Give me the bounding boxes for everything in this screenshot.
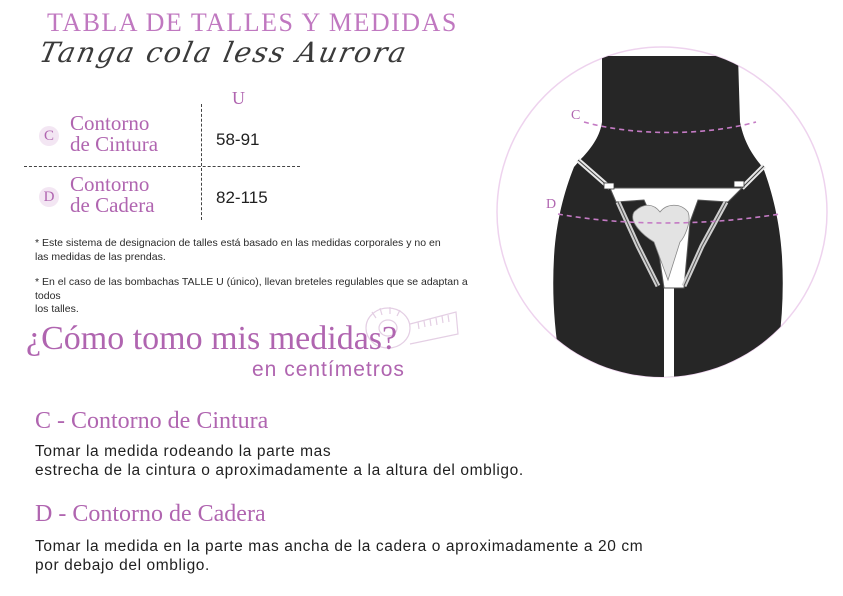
note-line: los talles.: [35, 303, 79, 315]
section-text-line: Tomar la medida rodeando la parte mas: [35, 443, 332, 460]
table-divider-horizontal: [24, 166, 300, 167]
how-to-subtitle: en centímetros: [252, 358, 405, 381]
section-text-line: Tomar la medida en la parte mas ancha de la cadera o aproximadamente a 20 cm: [35, 538, 644, 555]
how-to-title: ¿Cómo tomo mis medidas?: [26, 320, 398, 357]
section-title-cadera: D - Contorno de Cadera: [35, 501, 266, 527]
table-divider-vertical: [201, 168, 202, 220]
row-label-line: Contorno: [70, 111, 150, 135]
page-title: TABLA DE TALLES Y MEDIDAS: [47, 8, 458, 37]
row-label-line: Contorno: [70, 172, 150, 196]
figure-label-d: D: [546, 197, 557, 212]
letter-c-badge: C: [39, 126, 59, 146]
letter-d-badge: D: [39, 187, 59, 207]
section-text-line: por debajo del ombligo.: [35, 557, 210, 574]
figure-label-c: C: [571, 108, 581, 123]
note-line: * En el caso de las bombachas TALLE U (único), llevan breteles regulables que se adaptan a todos: [35, 276, 468, 302]
row-value-cadera: 82-115: [216, 188, 268, 207]
section-text-line: estrecha de la cintura o aproximadamente a la altura del ombligo.: [35, 462, 524, 479]
section-text-cadera: [35, 537, 795, 575]
body-figure: [494, 42, 834, 382]
section-text-cintura: [35, 442, 795, 480]
row-value-cintura: 58-91: [216, 130, 260, 149]
row-label-cintura: [70, 113, 158, 155]
body-illustration: [494, 42, 834, 382]
row-label-line: de Cadera: [70, 193, 155, 217]
product-subtitle: Tanga cola less Aurora: [36, 36, 412, 69]
row-label-line: de Cintura: [70, 132, 159, 156]
size-column-header: U: [232, 88, 245, 108]
note-sizing-system: * Este sistema de designacion de talles está basado en las medidas corporales y no en las medidas de las prendas.: [35, 237, 441, 263]
row-label-cadera: [70, 174, 155, 216]
table-divider-vertical: [201, 104, 202, 166]
section-title-cintura: C - Contorno de Cintura: [35, 408, 269, 434]
